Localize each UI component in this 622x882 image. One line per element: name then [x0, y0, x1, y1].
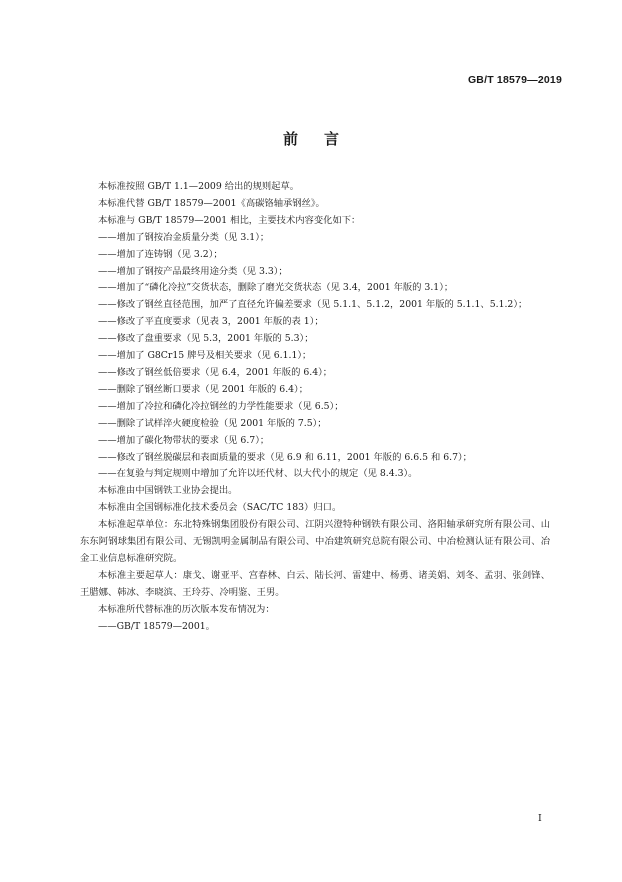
list-item: ——增加了碳化物带状的要求（见 6.7）； [98, 434, 270, 446]
list-item: ——在复验与判定规则中增加了允许以坯代材、以大代小的规定（见 8.4.3）。 [98, 468, 418, 480]
list-item: ——修改了平直度要求（见表 3，2001 年版的表 1）； [98, 316, 324, 328]
list-item: ——修改了钢丝脱碳层和表面质量的要求（见 6.9 和 6.11，2001 年版的 6.6.5 和 6.7）； [98, 451, 472, 463]
document-body [80, 179, 550, 635]
list-item: ——增加了冷拉和磷化冷拉钢丝的力学性能要求（见 6.5）； [98, 400, 344, 412]
paragraph: 本标准与 GB/T 18579—2001 相比，主要技术内容变化如下： [98, 214, 361, 226]
list-item: ——修改了钢丝低倍要求（见 6.4，2001 年版的 6.4）； [98, 366, 333, 378]
paragraph: 本标准由全国钢标准化技术委员会（SAC/TC 183）归口。 [98, 502, 342, 514]
list-item: ——增加了钢按产品最终用途分类（见 3.3）； [98, 265, 288, 277]
list-item: ——GB/T 18579—2001。 [98, 620, 215, 632]
paragraph: 本标准按照 GB/T 1.1—2009 给出的规则起草。 [98, 181, 300, 192]
list-item: ——增加了“磷化冷拉”交货状态，删除了磨光交货状态（见 3.4，2001 年版的 3.1）； [98, 282, 454, 294]
standard-code: GB/T 18579—2019 [467, 74, 562, 86]
list-item: ——删除了试样淬火硬度检验（见 2001 年版的 7.5）； [98, 417, 327, 429]
list-item: ——修改了钢丝直径范围，加严了直径允许偏差要求（见 5.1.1、5.1.2，2001 年版的 5.1.1、5.1.2）； [98, 299, 528, 311]
list-item: ——修改了盘重要求（见 5.3，2001 年版的 5.3）； [98, 333, 314, 345]
page-number: I [538, 813, 542, 824]
list-item: ——删除了钢丝断口要求（见 2001 年版的 6.4）； [98, 383, 309, 395]
paragraph-drafters: 本标准主要起草人：康戈、谢亚平、宫春林、白云、陆长河、雷建中、杨勇、诸美娟、刘冬、孟羽、张剑锋、王腊娜、韩冰、李晓滨、王玲芬、冷明鉴、王男。 [80, 569, 550, 598]
list-item: ——增加了 G8Cr15 牌号及相关要求（见 6.1.1）； [98, 350, 312, 362]
paragraph-drafting-units: 本标准起草单位：东北特殊钢集团股份有限公司、江阴兴澄特种钢铁有限公司、洛阳轴承研究所有限公司、山东东阿钢球集团有限公司、无锡凯明金属制品有限公司、中冶建筑研究总院有限公司、中冶检测认证有限公司、冶金工业信息标准研究院。 [80, 519, 550, 564]
page-title: 前言 [282, 130, 365, 148]
paragraph: 本标准所代替标准的历次版本发布情况为： [98, 603, 275, 615]
paragraph: 本标准代替 GB/T 18579—2001《高碳铬轴承钢丝》。 [98, 197, 325, 209]
list-item: ——增加了连铸钢（见 3.2）； [98, 248, 223, 260]
paragraph: 本标准由中国钢铁工业协会提出。 [98, 485, 238, 497]
list-item: ——增加了钢按冶金质量分类（见 3.1）； [98, 231, 270, 243]
